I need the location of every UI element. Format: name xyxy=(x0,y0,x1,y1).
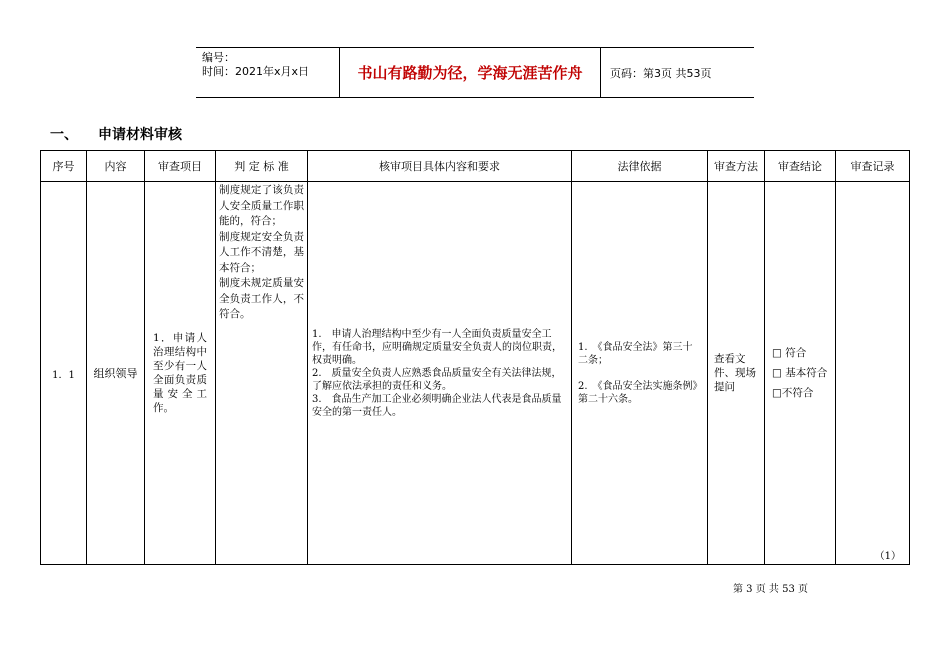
header-conclusion: 审查结论 xyxy=(765,151,836,182)
row-standard xyxy=(216,182,308,565)
requirement-line: 2. 质量安全负责人应熟悉食品质量安全有关法律法规，了解应依法承担的责任和义务。 xyxy=(312,367,562,392)
standard-line: 制度规定了该负责人安全质量工作职能的，符合； xyxy=(219,184,304,227)
row-record: （1） xyxy=(836,182,910,565)
section-number: 一、 xyxy=(50,127,78,143)
code-label: 编号： xyxy=(202,51,235,64)
row-item: 1．申请人治理结构中至少有一人全面负责质量安全工作。 xyxy=(145,182,216,565)
row-conclusion xyxy=(765,182,836,565)
checkbox-conform[interactable]: □ 符合 xyxy=(772,347,807,359)
row-law xyxy=(572,182,708,565)
review-table xyxy=(40,150,910,565)
header-record: 审查记录 xyxy=(836,151,910,182)
requirement-line: 1. 申请人治理结构中至少有一人全面负责质量安全工作，有任命书，应明确规定质量安全负责人的岗位职责，权责明确。 xyxy=(312,328,562,366)
header-page-number: 页码：第3页 共53页 xyxy=(610,66,712,80)
header-meta xyxy=(196,48,339,97)
standard-line: 制度未规定质量安全负责工作人，不符合。 xyxy=(219,277,304,320)
header-requirements: 核审项目具体内容和要求 xyxy=(308,151,572,182)
row-content: 组织领导 xyxy=(87,182,145,565)
header-law: 法律依据 xyxy=(572,151,708,182)
row-sn: 1．1 xyxy=(41,182,87,565)
document-header xyxy=(196,47,754,98)
checkbox-basic-conform[interactable]: □ 基本符合 xyxy=(772,367,828,379)
section-title-text: 申请材料审核 xyxy=(98,127,182,143)
law-line: 2. 《食品安全法实施条例》第二十六条。 xyxy=(578,380,698,405)
header-content: 内容 xyxy=(87,151,145,182)
requirement-line: 3. 食品生产加工企业必须明确企业法人代表是食品质量安全的第一责任人。 xyxy=(312,393,562,418)
table-header-row xyxy=(41,151,910,182)
header-sn: 序号 xyxy=(41,151,87,182)
header-motto: 书山有路勤为径，学海无涯苦作舟 xyxy=(339,48,601,97)
header-standard: 判 定 标 准 xyxy=(216,151,308,182)
header-item: 审查项目 xyxy=(145,151,216,182)
law-line: 1. 《食品安全法》第三十二条； xyxy=(578,341,693,366)
table-row xyxy=(41,182,910,565)
standard-line: 制度规定安全负责人工作不清楚，基本符合； xyxy=(219,230,304,274)
section-title xyxy=(50,124,182,144)
row-requirements xyxy=(308,182,572,565)
header-method: 审查方法 xyxy=(708,151,765,182)
time-text: 时间：2021年x月x日 xyxy=(202,65,310,78)
checkbox-nonconform[interactable]: □不符合 xyxy=(772,387,814,399)
row-method: 查看文件、现场提问 xyxy=(708,182,765,565)
page-footer: 第 3 页 共 53 页 xyxy=(733,584,808,595)
